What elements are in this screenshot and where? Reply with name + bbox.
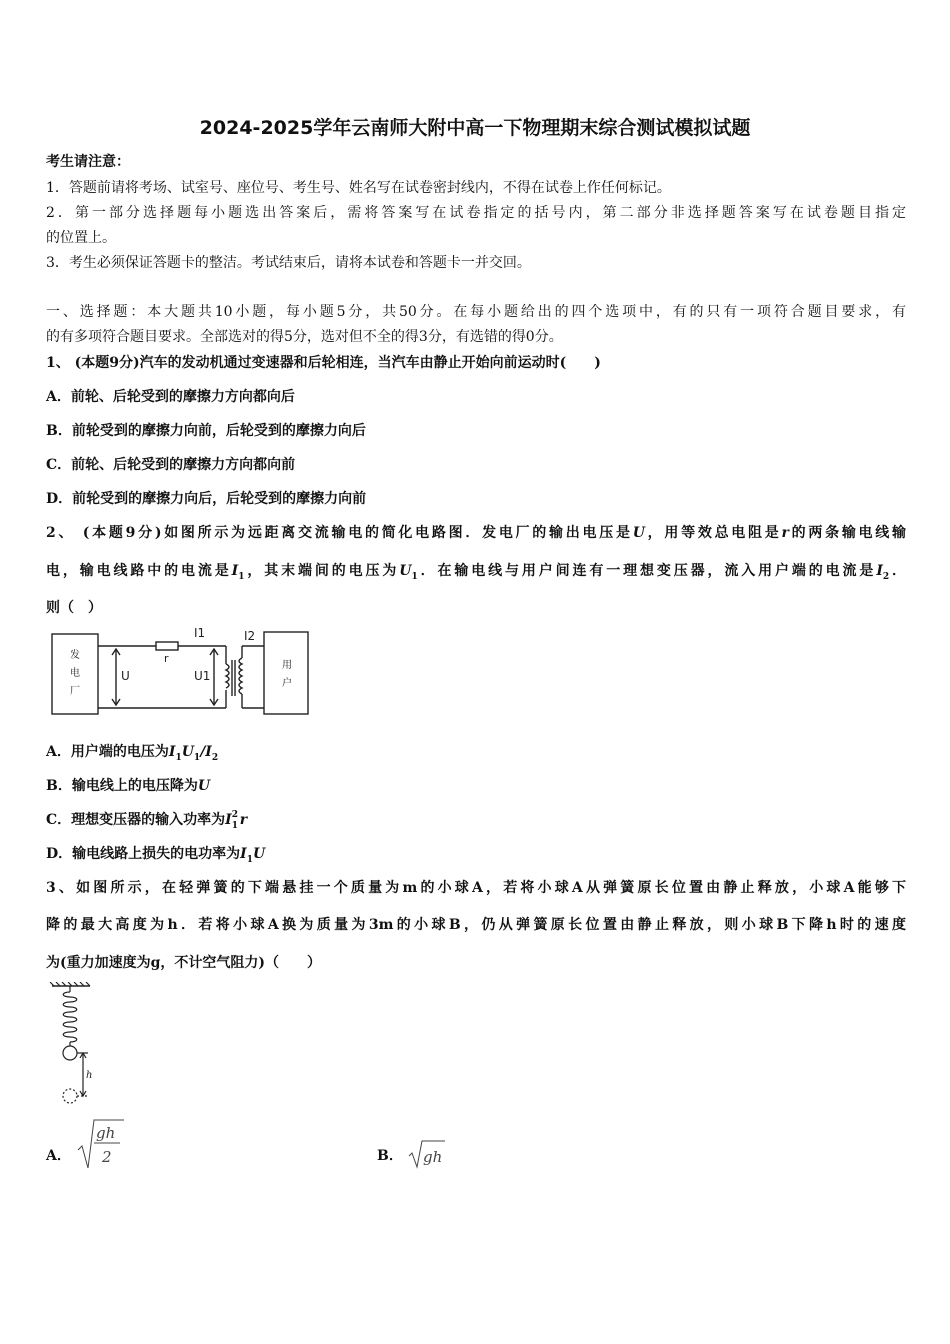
plant-label-char: 电	[70, 668, 80, 679]
radicand: gh	[423, 1148, 443, 1166]
question-2-option-c: C．理想变压器的输入功率为I 2 1 r	[46, 810, 248, 831]
question-1-option-b: B．前轮受到的摩擦力向前，后轮受到的摩擦力向后	[46, 423, 366, 439]
question-1-option-c: C．前轮、后轮受到的摩擦力方向都向前	[46, 457, 296, 473]
spring-coil	[63, 992, 77, 1042]
question-2-stem-line1: 2、 (本题9分)如图所示为远距离交流输电的简化电路图．发电厂的输出电压是U，用等效总电阻是r的两条输电线输	[46, 525, 907, 541]
section-intro: 一、选择题：本大题共10小题，每小题5分，共50分。在每小题给出的四个选项中，有的只有一项符合题目要求，有	[46, 304, 906, 320]
spring-ball-diagram	[46, 982, 116, 1108]
user-label-char: 用	[282, 660, 292, 671]
sqrt-gh-over-2	[76, 1116, 126, 1172]
plant-label-char: 发	[70, 650, 80, 661]
secondary-coil	[239, 658, 242, 694]
fraction-denominator: 2	[102, 1148, 112, 1166]
question-3-stem-line1: 3、如图所示，在轻弹簧的下端悬挂一个质量为m的小球A，若将小球A从弹簧原长位置由静止释放，小球A能够下	[46, 880, 906, 896]
user-label-char: 户	[282, 678, 292, 689]
question-2-option-d: D．输电线路上损失的电功率为$I_1U$	[46, 846, 266, 865]
transmission-circuit-diagram	[46, 624, 314, 720]
resistor-r-label: r	[164, 652, 169, 665]
question-2-stem-line2: 电，输电线路中的电流是$I_1$，其末端间的电压为$U_1$．在输电线与用户间连有一理想变压器，流入用户端的电流是$I_2$．	[46, 563, 907, 582]
resistor-r	[156, 642, 178, 650]
page-title: 2024-2025学年云南师大附中高一下物理期末综合测试模拟试题	[199, 117, 751, 139]
voltage-u1-label: U1	[194, 669, 211, 683]
plant-label-char: 厂	[70, 686, 80, 697]
notice-item: 的位置上。	[46, 230, 116, 246]
question-2-stem-line3: 则（ ）	[46, 600, 102, 616]
question-1-option-a: A．前轮、后轮受到的摩擦力方向都向后	[46, 389, 295, 405]
user-box	[264, 632, 308, 714]
notice-item: 1．答题前请将考场、试室号、座位号、考生号、姓名写在试卷密封线内，不得在试卷上作任何标记。	[46, 180, 671, 196]
primary-coil	[226, 664, 229, 688]
ball-lowest-position	[63, 1089, 77, 1103]
section-intro: 的有多项符合题目要求。全部选对的得5分，选对但不全的得3分，有选错的得0分。	[46, 329, 563, 345]
question-2-option-a: A．用户端的电压为$I_1U_1/I_2$	[46, 744, 219, 763]
question-1-option-d: D．前轮受到的摩擦力向后，后轮受到的摩擦力向前	[46, 491, 367, 507]
sqrt-gh	[407, 1136, 447, 1170]
fraction-numerator: gh	[96, 1124, 116, 1142]
question-3-option-a: A． gh 2	[46, 1116, 346, 1172]
question-1-stem: 1、 (本题9分)汽车的发动机通过变速器和后轮相连，当汽车由静止开始向前运动时( )	[46, 355, 601, 371]
notice-item: 2．第一部分选择题每小题选出答案后，需将答案写在试卷指定的括号内，第二部分非选择题答案写在试卷题目指定	[46, 205, 906, 221]
notice-heading: 考生请注意：	[46, 154, 130, 170]
ball-a	[63, 1046, 77, 1060]
question-3-stem-line3: 为(重力加速度为g，不计空气阻力)（ ）	[46, 955, 322, 971]
current-i2-label: I2	[244, 629, 256, 643]
current-i1-label: I1	[194, 626, 206, 640]
question-3-option-b: B． gh	[377, 1136, 577, 1172]
question-2-option-b: B．输电线上的电压降为U	[46, 778, 211, 794]
voltage-u-label: U	[121, 669, 130, 683]
question-3-stem-line2: 降的最大高度为h．若将小球A换为质量为3m的小球B，仍从弹簧原长位置由静止释放，则小球B下降h时的速度	[46, 917, 906, 933]
height-h-label: h	[86, 1070, 93, 1081]
notice-item: 3．考生必须保证答题卡的整洁。考试结束后，请将本试卷和答题卡一并交回。	[46, 255, 531, 271]
